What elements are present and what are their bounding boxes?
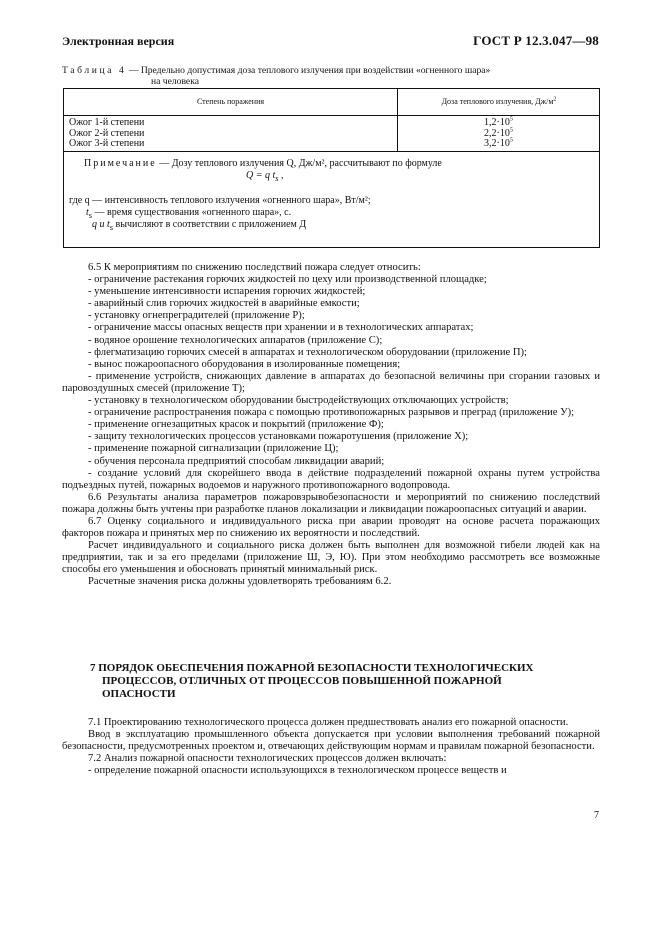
heading-line: 7 ПОРЯДОК ОБЕСПЕЧЕНИЯ ПОЖАРНОЙ БЕЗОПАСНОСТИ ТЕХНОЛОГИЧЕСКИХ — [90, 662, 534, 674]
list-item: - определение пожарной опасности использующихся в технологическом процессе веществ и — [88, 765, 507, 777]
calc-symbols: q и t — [92, 219, 110, 230]
dose-exponent: 5 — [509, 116, 513, 123]
list-item: - создание условий для скорейшего ввода в действие подразделений пожарной охраны путем устройства подъездных путей, пожарных водоемов и наружного противопожарного водопровода. — [62, 467, 600, 491]
table-4 — [63, 88, 600, 248]
dose-value: 2,2·10 — [484, 127, 510, 139]
calc-sub: s — [109, 223, 114, 232]
column-header-degree: Степень поражения — [196, 97, 265, 106]
list-item: - установку огнепреградителей (приложение Р); — [88, 310, 305, 322]
paragraph: Ввод в эксплуатацию промышленного объекта допускается при условии выполнения требований пожарной безопасности, предусмотренных проектом и, отвечающих действующим нормам и правилам пожарной безопасности. — [62, 729, 600, 753]
formula-main: Q = q t — [246, 170, 276, 181]
degree-column — [69, 118, 144, 150]
paragraph: Расчетные значения риска должны удовлетворять требованиям 6.2. — [88, 576, 392, 588]
dose-exponent: 5 — [509, 137, 513, 144]
table-cell-degree: Ожог 1-й степени — [69, 117, 145, 128]
paragraph: 6.5 К мероприятиям по снижению последствий пожара следует относить: — [88, 262, 421, 273]
dose-value: 3,2·10 — [484, 138, 510, 149]
table-caption-label: Таблица 4 — [62, 65, 127, 76]
paragraph: 7.2 Анализ пожарной опасности технологических процессов должен включать: — [88, 753, 447, 765]
list-item: - применение устройств, снижающих давление в аппаратах до безопасной величины при сгорании газовых и паровоздушных смесей (приложение Т); — [62, 370, 600, 394]
page-number: 7 — [594, 810, 599, 821]
dose-value: 1,2·10 — [484, 117, 510, 128]
list-item: - ограничение распространения пожара с помощью противопожарных разрывов и преград (приложение У); — [88, 407, 575, 419]
section-7-text — [62, 717, 600, 777]
paragraph: 6.7 Оценку социального и индивидуального риска при аварии проводят на основе расчета поражающих факторов пожара и принятых мер по снижению их вероятности и последствий. — [62, 515, 600, 540]
legend-ts-sub: s — [88, 210, 93, 220]
legend-ts-symbol: t — [86, 206, 89, 218]
dose-column — [484, 118, 513, 150]
paragraph: Расчет индивидуального и социального риска должен быть выполнен для возможной гибели людей как на предприятии, так и за его пределами (приложение Ш, Э, Ю). При этом необходимо рассмотреть все возможные способы его уменьшения и обосновать принятый минимальный риск. — [62, 540, 600, 576]
dose-exponent: 5 — [509, 127, 513, 134]
list-item: - вынос пожароопасного оборудования в изолированные помещения; — [88, 358, 401, 370]
formula-tail: , — [278, 170, 284, 181]
header-standard-number: ГОСТ Р 12.3.047—98 — [473, 33, 599, 48]
header-edition: Электронная версия — [62, 34, 175, 48]
list-item: - установку в технологическом оборудовании быстродействующих отключающих устройств; — [88, 395, 509, 407]
legend-q: где q — интенсивность теплового излучения «огненного шара», Вт/м²; — [69, 195, 371, 206]
list-item: - аварийный слив горючих жидкостей в аварийные емкости; — [88, 298, 360, 310]
calculation-note — [92, 219, 306, 232]
note-text: — Дозу теплового излучения Q, Дж/м², рассчитывают по формуле — [156, 158, 442, 169]
list-item: - флегматизацию горючих смесей в аппаратах и технологическом оборудовании (приложение П); — [88, 346, 527, 358]
paragraph: 7.1 Проектированию технологического процесса должен предшествовать анализ его пожарной опасности. — [88, 717, 569, 728]
table-cell-degree: Ожог 2-й степени — [69, 127, 145, 139]
table-cell-degree: Ожог 3-й степени — [69, 138, 145, 149]
list-item: - защиту технологических процессов установками пожаротушения (приложение Х); — [88, 431, 469, 443]
paragraph: 6.6 Результаты анализа параметров пожаровзрывобезопасности и мероприятий по снижению последствий пожара должны быть учтены при разработке планов локализации и ликвидации пожароопасных ситуаций и аварии. — [62, 491, 600, 515]
list-item: - ограничение массы опасных веществ при хранении и в технологических аппаратах; — [88, 322, 474, 334]
table-caption-text-2: на человека — [151, 76, 199, 87]
formula-legend — [69, 195, 589, 221]
list-item: - водяное орошение технологических аппаратов (приложение С); — [88, 334, 383, 346]
table-divider — [397, 116, 398, 152]
calc-text: вычисляют в соответствии с приложением Д — [113, 219, 307, 230]
legend-ts-text: — время существования «огненного шара», с. — [92, 206, 292, 218]
formula — [246, 170, 284, 183]
heading-line: ОПАСНОСТИ — [102, 688, 176, 700]
list-item: - применение пожарной сигнализации (приложение Ц); — [88, 443, 339, 455]
heading-line: ПРОЦЕССОВ, ОТЛИЧНЫХ ОТ ПРОЦЕССОВ ПОВЫШЕННОЙ ПОЖАРНОЙ — [102, 675, 502, 687]
list-item: - уменьшение интенсивности испарения горючих жидкостей; — [88, 286, 366, 298]
formula-sub: s — [275, 174, 279, 183]
list-item: - обучения персонала предприятий способам ликвидации аварий; — [88, 455, 385, 467]
table-note — [84, 158, 584, 169]
column-header-dose-text: Доза теплового излучения, Дж/м — [441, 97, 554, 106]
section-6-text — [62, 262, 600, 589]
table-cell-dose — [484, 139, 513, 150]
list-item: - ограничение растекания горючих жидкостей по цеху или производственной площадке; — [88, 274, 487, 286]
table-caption — [62, 65, 602, 87]
table-caption-text: — Предельно допустимая доза теплового излучения при воздействии «огненного шара» — [126, 65, 491, 76]
section-7-heading — [90, 662, 590, 701]
note-label: Примечание — [84, 158, 157, 169]
list-item: - применение огнезащитных красок и покрытий (приложение Ф); — [88, 419, 384, 431]
column-header-dose-sup: 2 — [553, 96, 557, 103]
column-header-dose — [398, 97, 600, 106]
